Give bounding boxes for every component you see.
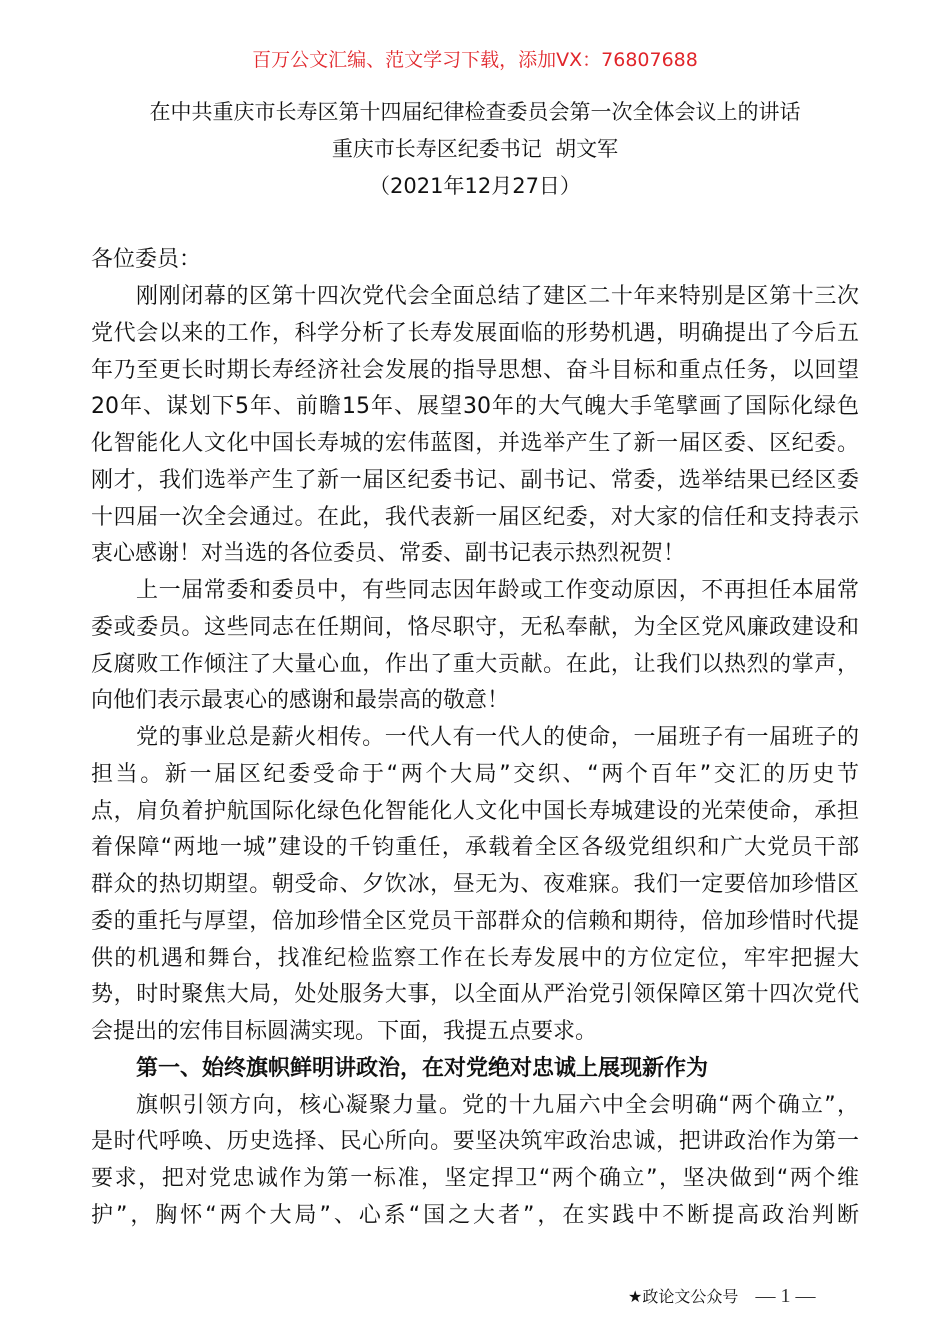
paragraph-line: 点，肩负着护航国际化绿色化智能化人文化中国长寿城建设的光荣使命，承担: [91, 798, 859, 824]
document-date: （2021年12月27日）: [369, 174, 581, 198]
paragraph-line: 护”，胸怀“两个大局”、心系“国之大者”，在实践中不断提高政治判断: [91, 1202, 859, 1228]
page-number: — 1 —: [755, 1285, 816, 1307]
paragraph-line: 刚刚闭幕的区第十四次党代会全面总结了建区二十年来特别是区第十三次: [136, 284, 859, 309]
footer-source: ★政论文公众号: [628, 1287, 739, 1306]
paragraph-line: 刚才，我们选举产生了新一届区纪委书记、副书记、常委，选举结果已经区委: [91, 467, 859, 493]
greeting: 各位委员：: [91, 247, 202, 272]
paragraph-line: 势，时时聚焦大局，处处服务大事，以全面从严治党引领保障区第十四次党代: [91, 982, 859, 1008]
paragraph-line: 衷心感谢！对当选的各位委员、常委、副书记表示热烈祝贺！: [91, 541, 686, 567]
paragraph-line: 党代会以来的工作，科学分析了长寿发展面临的形势机遇，明确提出了今后五: [91, 320, 859, 346]
paragraph-line: 委或委员。这些同志在任期间，恪尽职守，无私奉献，为全区党风廉政建设和: [91, 614, 859, 640]
document-title: 在中共重庆市长寿区第十四届纪律检查委员会第一次全体会议上的讲话: [149, 100, 801, 124]
paragraph-line: 反腐败工作倾注了大量心血，作出了重大贡献。在此，让我们以热烈的掌声，: [91, 651, 859, 677]
promo-banner: 百万公文汇编、范文学习下载，添加VX：76807688: [252, 49, 698, 71]
paragraph-line: 党的事业总是薪火相传。一代人有一代人的使命，一届班子有一届班子的: [136, 725, 859, 750]
section-heading: 第一、始终旗帜鲜明讲政治，在对党绝对忠诚上展现新作为: [136, 1055, 709, 1081]
document-author: 重庆市长寿区纪委书记 胡文军: [331, 137, 619, 161]
paragraph-line: 委的重托与厚望，倍加珍惜全区党员干部群众的信赖和期待，倍加珍惜时代提: [91, 908, 859, 934]
paragraph-line: 旗帜引领方向，核心凝聚力量。党的十九届六中全会明确“两个确立”，: [136, 1092, 859, 1118]
paragraph-line: 向他们表示最衷心的感谢和最崇高的敬意！: [91, 688, 510, 714]
paragraph-line: 供的机遇和舞台，找准纪检监察工作在长寿发展中的方位定位，牢牢把握大: [91, 945, 859, 971]
paragraph-line: 20年、谋划下5年、前瞻15年、展望30年的大气魄大手笔擘画了国际化绿色: [91, 394, 859, 420]
paragraph-line: 年乃至更长时期长寿经济社会发展的指导思想、奋斗目标和重点任务，以回望: [91, 357, 859, 383]
paragraph-line: 担当。新一届区纪委受命于“两个大局”交织、“两个百年”交汇的历史节: [91, 761, 859, 787]
paragraph-line: 着保障“两地一城”建设的千钧重任，承载着全区各级党组织和广大党员干部: [91, 835, 859, 861]
paragraph-line: 是时代呼唤、历史选择、民心所向。要坚决筑牢政治忠诚，把讲政治作为第一: [91, 1129, 859, 1155]
paragraph-line: 会提出的宏伟目标圆满实现。下面，我提五点要求。: [91, 1019, 598, 1044]
paragraph-line: 群众的热切期望。朝受命、夕饮冰，昼无为、夜难寐。我们一定要倍加珍惜区: [91, 872, 859, 897]
paragraph-line: 化智能化人文化中国长寿城的宏伟蓝图，并选举产生了新一届区委、区纪委。: [91, 431, 859, 456]
paragraph-line: 上一届常委和委员中，有些同志因年龄或工作变动原因，不再担任本届常: [136, 578, 859, 603]
paragraph-line: 要求，把对党忠诚作为第一标准，坚定捍卫“两个确立”，坚决做到“两个维: [91, 1166, 859, 1191]
paragraph-line: 十四届一次全会通过。在此，我代表新一届区纪委，对大家的信任和支持表示: [91, 504, 859, 530]
page-footer: [628, 1283, 815, 1310]
